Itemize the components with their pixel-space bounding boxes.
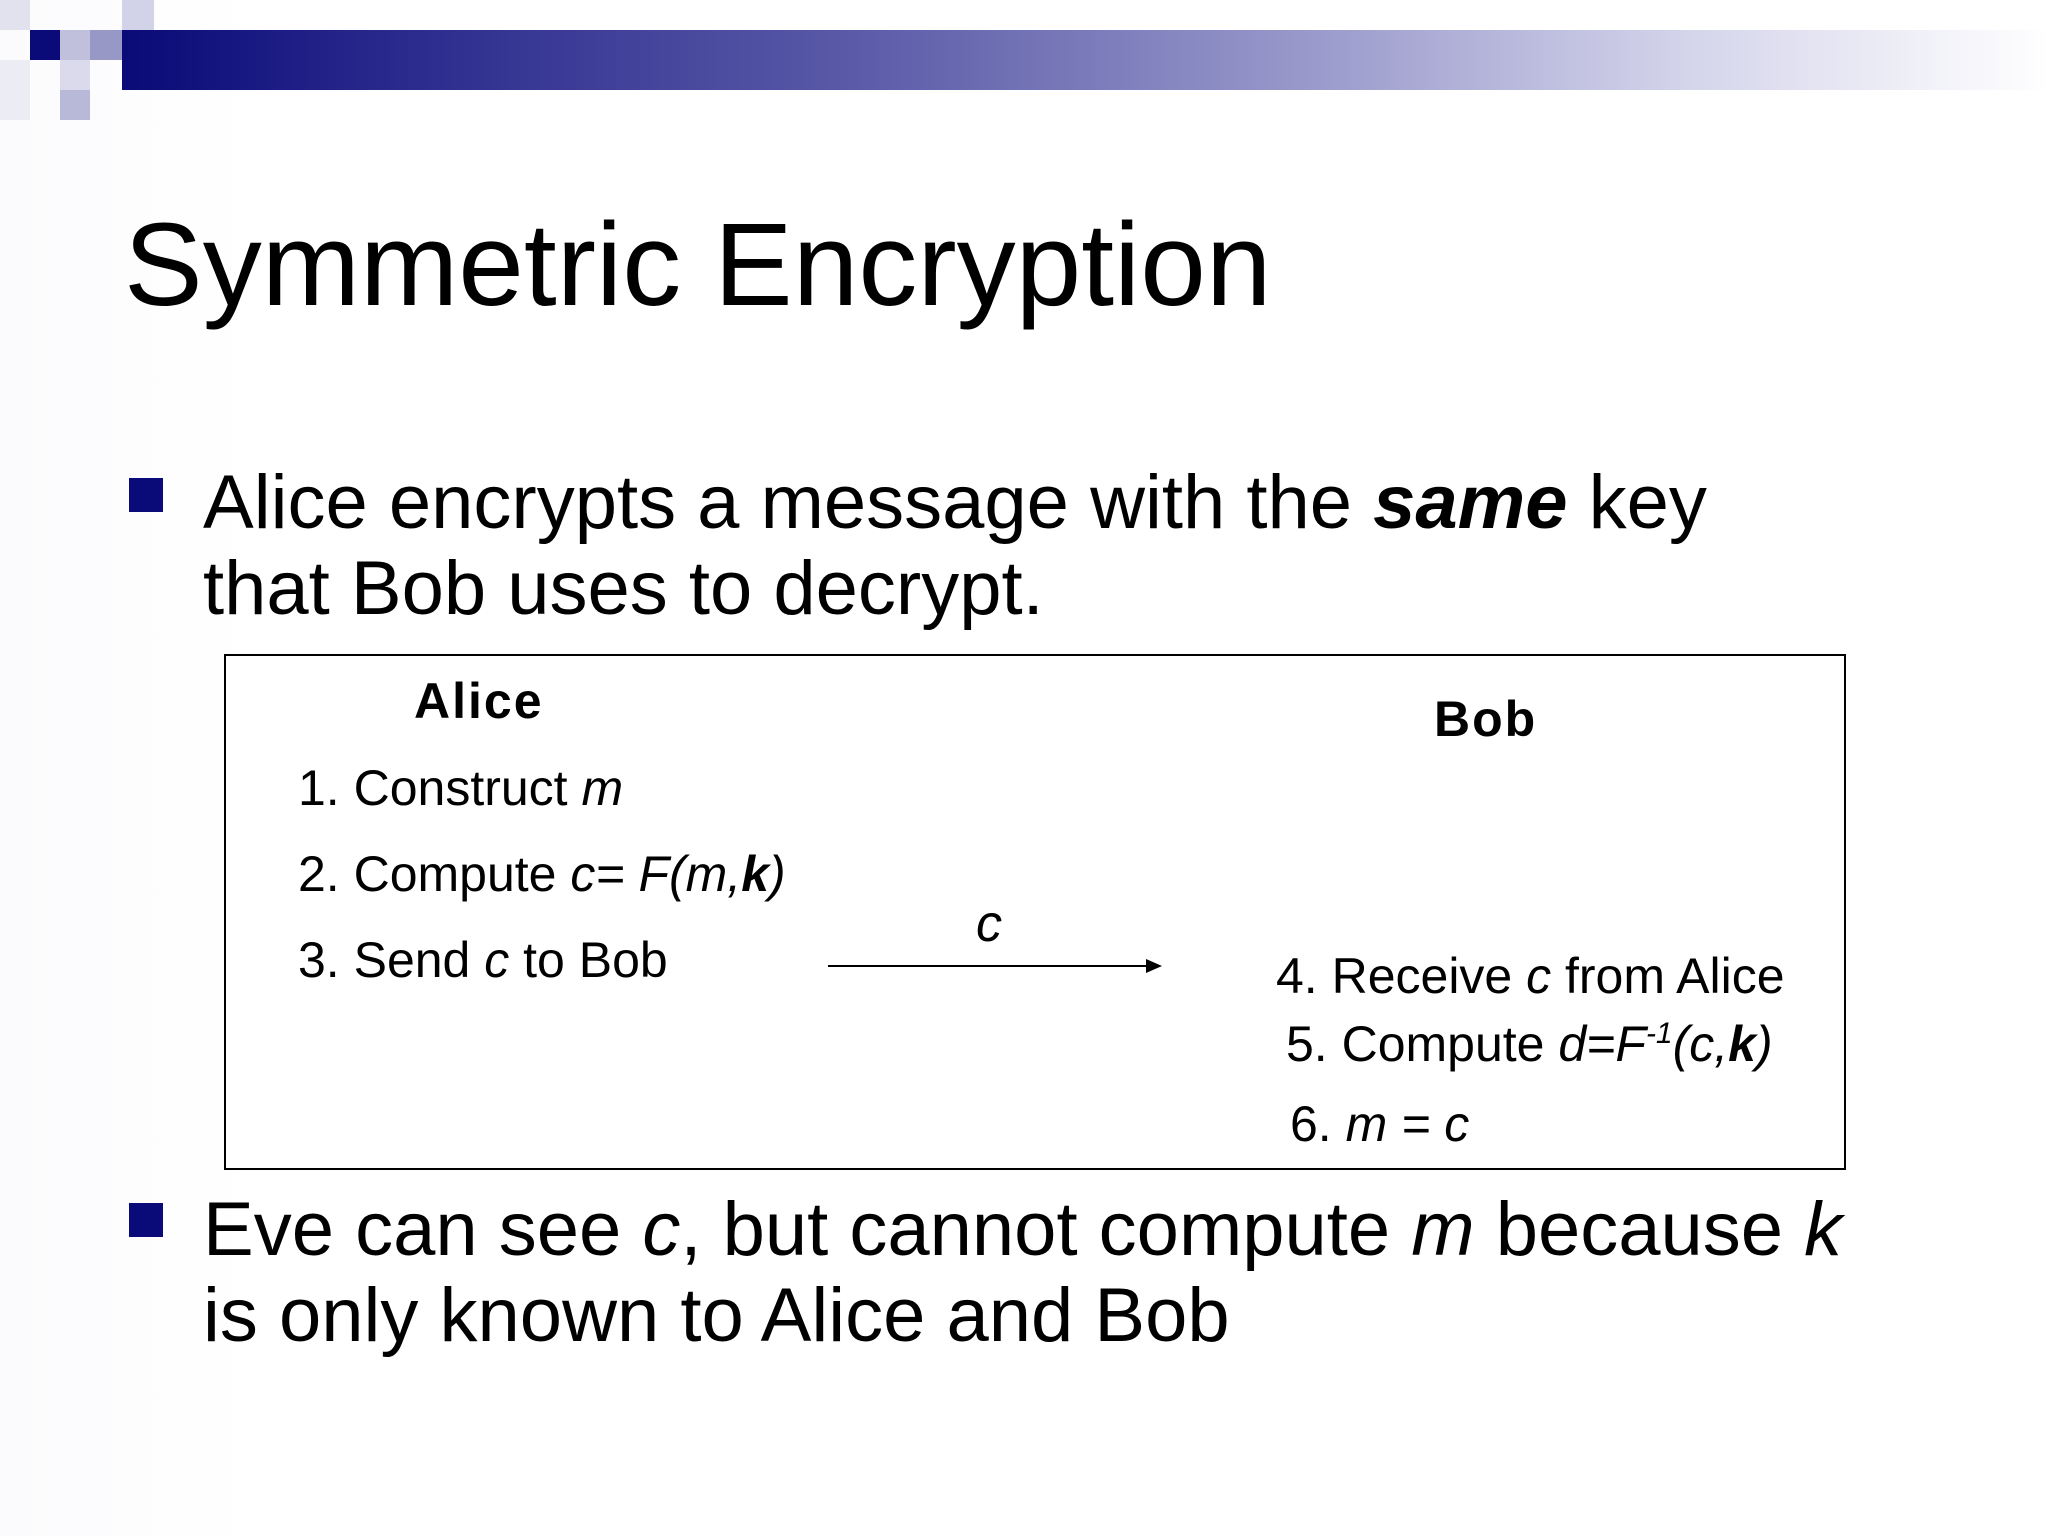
bullet-2-var-k: k [1804,1187,1843,1272]
step-math: m [581,760,624,816]
logo-square [122,0,154,30]
bullet-text-2 [203,1187,1842,1359]
step-prefix: 6. [1290,1096,1346,1152]
alice-step-3 [298,930,668,990]
step-math-mid: (c, [1672,1016,1729,1072]
logo-square [0,60,30,120]
bullet-square-icon [129,478,163,512]
logo-square [60,30,90,60]
logo-square [60,90,90,120]
logo-square [0,0,30,30]
bullet-2-var-c: c [642,1187,681,1272]
bob-heading: Bob [1434,691,1538,747]
bullet-1-text-a: Alice encrypts a message with the [203,460,1374,545]
alice-step-2 [298,844,786,904]
alice-step-1 [298,758,623,818]
step-suffix: to Bob [509,932,668,988]
step-math: c [484,932,510,988]
step-math: d=F [1558,1016,1646,1072]
header-gradient-bar [122,30,2048,90]
step-math-key: k [741,846,770,902]
bullet-2-text-a: Eve can see [203,1187,643,1272]
bullet-1-line-1 [203,460,1707,546]
logo-square [30,30,60,60]
step-math-close: ) [1755,1016,1773,1072]
logo-square [60,60,90,90]
bullet-2-text-c: because [1474,1187,1805,1272]
step-prefix: 5. Compute [1286,1016,1559,1072]
bob-step-4 [1276,946,1785,1006]
logo-square [90,30,122,60]
bob-step-6 [1290,1094,1469,1154]
step-suffix: from Alice [1551,948,1785,1004]
bullet-2-line-2: is only known to Alice and Bob [203,1273,1230,1358]
step-math-close: ) [769,846,786,902]
step-math-key: k [1728,1016,1756,1072]
bullet-2-line-1 [203,1187,1842,1273]
step-math: c= F(m, [570,846,742,902]
protocol-diagram [224,654,1846,1170]
alice-heading: Alice [414,673,544,729]
step-superscript: -1 [1645,1017,1673,1050]
bullet-1-emphasis: same [1373,460,1568,545]
step-prefix: 2. Compute [298,846,571,902]
bullet-text-1 [203,460,1707,632]
step-prefix: 1. Construct [298,760,582,816]
step-prefix: 4. Receive [1276,948,1527,1004]
arrow-label: c [976,895,1002,953]
bullet-2-text-b: , but cannot compute [680,1187,1412,1272]
bullet-1-text-b: key [1567,460,1707,545]
arrow-right-icon [826,954,1166,978]
step-math: m = c [1345,1096,1470,1152]
step-math: c [1526,948,1552,1004]
bullet-square-icon [129,1203,163,1237]
bullet-1-line-2: that Bob uses to decrypt. [203,546,1044,631]
bob-step-5 [1286,1014,1773,1074]
slide-title: Symmetric Encryption [124,199,1272,331]
bullet-2-var-m: m [1411,1187,1475,1272]
step-prefix: 3. Send [298,932,485,988]
